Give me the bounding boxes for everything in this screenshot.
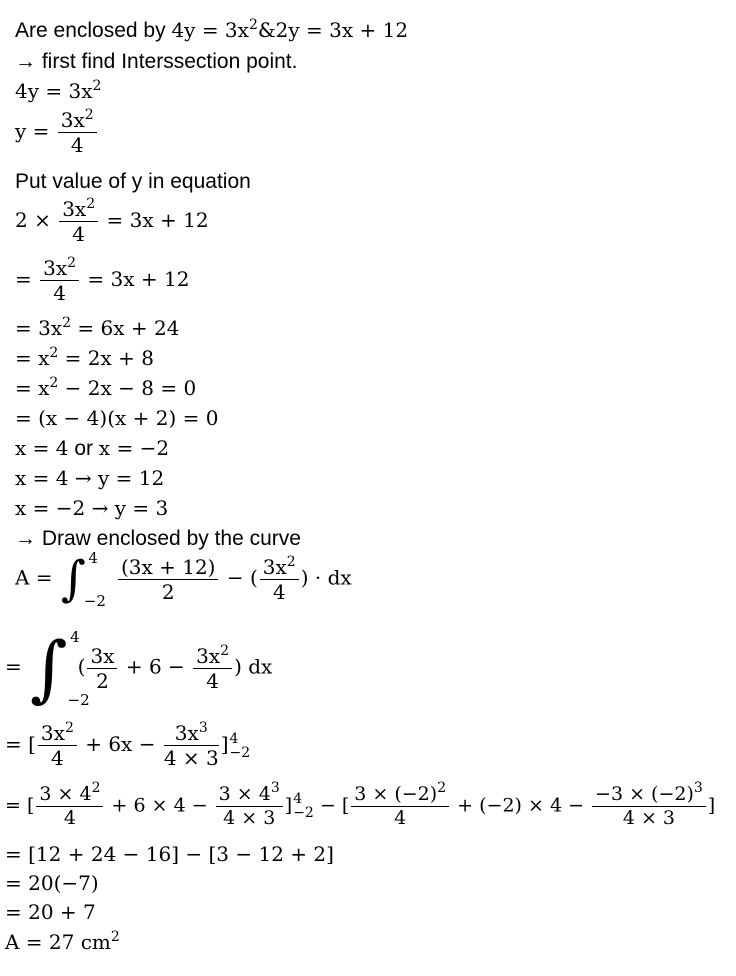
evaluation-limits bbox=[230, 732, 251, 760]
fraction bbox=[193, 642, 232, 693]
numerator bbox=[260, 553, 299, 580]
math-part: 3x bbox=[62, 197, 87, 221]
math-part: = 2x + 8 bbox=[58, 346, 155, 370]
text-or: or bbox=[68, 437, 99, 460]
exponent: 2 bbox=[49, 375, 59, 391]
fraction bbox=[38, 722, 77, 769]
line-put-value: Put value of y in equation bbox=[15, 170, 251, 193]
math-part: − ( bbox=[220, 565, 258, 590]
exponent: 3 bbox=[270, 780, 280, 796]
line-area-integral bbox=[15, 549, 352, 610]
upper-limit: 4 bbox=[88, 549, 98, 567]
denominator: 4 × 3 bbox=[223, 806, 276, 829]
line-problem-statement bbox=[15, 18, 408, 43]
math-part: + 6x − bbox=[78, 732, 162, 756]
exponent: 2 bbox=[86, 196, 96, 212]
math-part: = 6x + 24 bbox=[71, 316, 180, 340]
fraction bbox=[58, 109, 97, 156]
math-part: + (−2) × 4 − bbox=[451, 794, 591, 817]
math-part: = 3x bbox=[15, 316, 63, 340]
math-part: = 3x + 12 bbox=[100, 208, 209, 232]
fraction bbox=[592, 780, 706, 829]
denominator: 4 bbox=[272, 579, 286, 604]
line-numeric-3: = 20 + 7 bbox=[5, 900, 96, 924]
math-part: ] bbox=[220, 732, 229, 756]
line-equation-1 bbox=[15, 79, 101, 103]
denominator: 4 bbox=[63, 806, 76, 829]
exponent: 2 bbox=[286, 553, 296, 570]
line-simplify-2 bbox=[15, 316, 179, 340]
lower-limit: −2 bbox=[67, 691, 90, 709]
math-part: ] bbox=[284, 794, 293, 817]
numerator bbox=[193, 642, 232, 669]
exponent: 2 bbox=[110, 929, 120, 945]
line-simplify-3 bbox=[15, 346, 154, 370]
line-antiderivative bbox=[5, 722, 250, 769]
numerator: (3x + 12) bbox=[118, 556, 219, 580]
math-curves bbox=[171, 18, 408, 42]
exponent: 2 bbox=[49, 345, 59, 361]
fraction bbox=[216, 780, 283, 829]
numerator bbox=[38, 722, 77, 746]
exponent: 2 bbox=[67, 255, 77, 271]
denominator: 4 × 3 bbox=[163, 746, 219, 770]
exponent: 2 bbox=[220, 642, 230, 659]
line-evaluation bbox=[5, 780, 716, 829]
lower-limit: −2 bbox=[229, 744, 251, 761]
line-substitution bbox=[15, 198, 209, 245]
math-part: + 6 − bbox=[119, 654, 192, 679]
line-point-2: x = −2 → y = 3 bbox=[15, 496, 169, 520]
math-part: 3x bbox=[60, 108, 85, 132]
evaluation-limits bbox=[293, 792, 314, 820]
line-roots bbox=[15, 436, 169, 461]
denominator: 4 bbox=[72, 222, 86, 246]
math-part: ) dx bbox=[234, 654, 273, 679]
numerator: 3x bbox=[87, 645, 117, 669]
denominator: 4 × 3 bbox=[622, 806, 675, 829]
numerator bbox=[58, 109, 97, 133]
math-part: 3 × 4 bbox=[218, 783, 271, 805]
fraction bbox=[59, 198, 98, 245]
line-factored: = (x − 4)(x + 2) = 0 bbox=[15, 406, 219, 430]
upper-limit: 4 bbox=[70, 628, 80, 646]
math-part: x = −2 bbox=[98, 436, 170, 460]
numerator bbox=[59, 198, 98, 222]
math-part: − [ bbox=[313, 794, 350, 817]
math-part: &2y = 3x + 12 bbox=[257, 18, 409, 42]
line-point-1: x = 4 → y = 12 bbox=[15, 466, 165, 490]
fraction bbox=[351, 780, 449, 829]
math-part: 4y = 3x bbox=[15, 79, 93, 103]
exponent: 2 bbox=[437, 780, 447, 796]
denominator: 4 bbox=[394, 806, 407, 829]
integral-sign: ∫ 4 −2 bbox=[30, 626, 90, 710]
numerator bbox=[592, 780, 706, 807]
math-part: x = 4 bbox=[15, 436, 69, 460]
math-part: ] bbox=[707, 794, 716, 817]
exponent: 2 bbox=[91, 780, 101, 796]
lower-limit: −2 bbox=[293, 805, 314, 822]
math-part: 3x bbox=[40, 721, 65, 745]
line-numeric-2: = 20(−7) bbox=[5, 871, 99, 895]
math-part: A = bbox=[15, 565, 59, 590]
line-integrand bbox=[5, 626, 273, 710]
exponent: 2 bbox=[62, 315, 72, 331]
math-part: = [ bbox=[5, 732, 36, 756]
fraction bbox=[36, 780, 103, 829]
fraction bbox=[260, 553, 299, 604]
math-part: A = 27 cm bbox=[5, 930, 111, 954]
exponent: 3 bbox=[198, 720, 208, 736]
denominator: 2 bbox=[161, 579, 175, 604]
math-part: ) · dx bbox=[300, 565, 352, 590]
math-part: = x bbox=[15, 376, 50, 400]
math-part: ( bbox=[77, 654, 86, 679]
math-part: + 6 × 4 − bbox=[105, 794, 214, 817]
math-part: 3x bbox=[196, 643, 221, 668]
line-step-intersection: → first find Interssection point. bbox=[15, 50, 298, 73]
line-simplify-1 bbox=[15, 257, 189, 304]
numerator bbox=[40, 257, 79, 281]
fraction bbox=[164, 722, 219, 769]
line-quadratic bbox=[15, 376, 196, 400]
line-numeric-1: = [12 + 24 − 16] − [3 − 12 + 2] bbox=[5, 842, 334, 866]
math-part: = bbox=[15, 267, 39, 291]
math-part: 4y = 3x bbox=[171, 18, 249, 42]
denominator: 4 bbox=[53, 281, 66, 305]
fraction bbox=[40, 257, 79, 304]
math-part: 3x bbox=[262, 554, 287, 579]
fraction bbox=[87, 645, 117, 692]
math-part: 3 × (−2) bbox=[354, 783, 438, 805]
denominator: 4 bbox=[70, 133, 84, 157]
math-part: = bbox=[5, 654, 29, 679]
denominator: 4 bbox=[51, 746, 64, 770]
integral-sign: ∫ 4 −2 bbox=[60, 549, 106, 610]
upper-limit: 4 bbox=[229, 730, 239, 747]
math-part: 3x bbox=[43, 256, 68, 280]
math-part: 3x bbox=[174, 721, 199, 745]
math-part: −3 × (−2) bbox=[595, 783, 694, 805]
numerator bbox=[216, 780, 283, 807]
math-part: = 3x + 12 bbox=[81, 267, 190, 291]
math-part: 2 × bbox=[15, 208, 58, 232]
exponent: 2 bbox=[248, 17, 258, 33]
line-step-draw: → Draw enclosed by the curve bbox=[15, 527, 301, 550]
line-y-expression bbox=[15, 109, 99, 156]
denominator: 2 bbox=[96, 668, 109, 693]
denominator: 4 bbox=[206, 668, 219, 693]
math-part: 3 × 4 bbox=[39, 783, 92, 805]
numerator bbox=[351, 780, 449, 807]
exponent: 2 bbox=[84, 107, 94, 123]
math-part: = [ bbox=[5, 794, 35, 817]
lower-limit: −2 bbox=[83, 592, 106, 610]
numerator bbox=[36, 780, 103, 807]
math-part: y = bbox=[15, 119, 56, 143]
exponent: 2 bbox=[92, 78, 102, 94]
math-part: − 2x − 8 = 0 bbox=[58, 376, 197, 400]
line-final-answer bbox=[5, 930, 120, 954]
exponent: 3 bbox=[693, 780, 703, 796]
upper-limit: 4 bbox=[293, 791, 303, 808]
numerator bbox=[164, 722, 219, 746]
text-intro: Are enclosed by bbox=[15, 19, 172, 42]
fraction bbox=[118, 556, 219, 603]
math-part: = x bbox=[15, 346, 50, 370]
exponent: 2 bbox=[64, 720, 74, 736]
